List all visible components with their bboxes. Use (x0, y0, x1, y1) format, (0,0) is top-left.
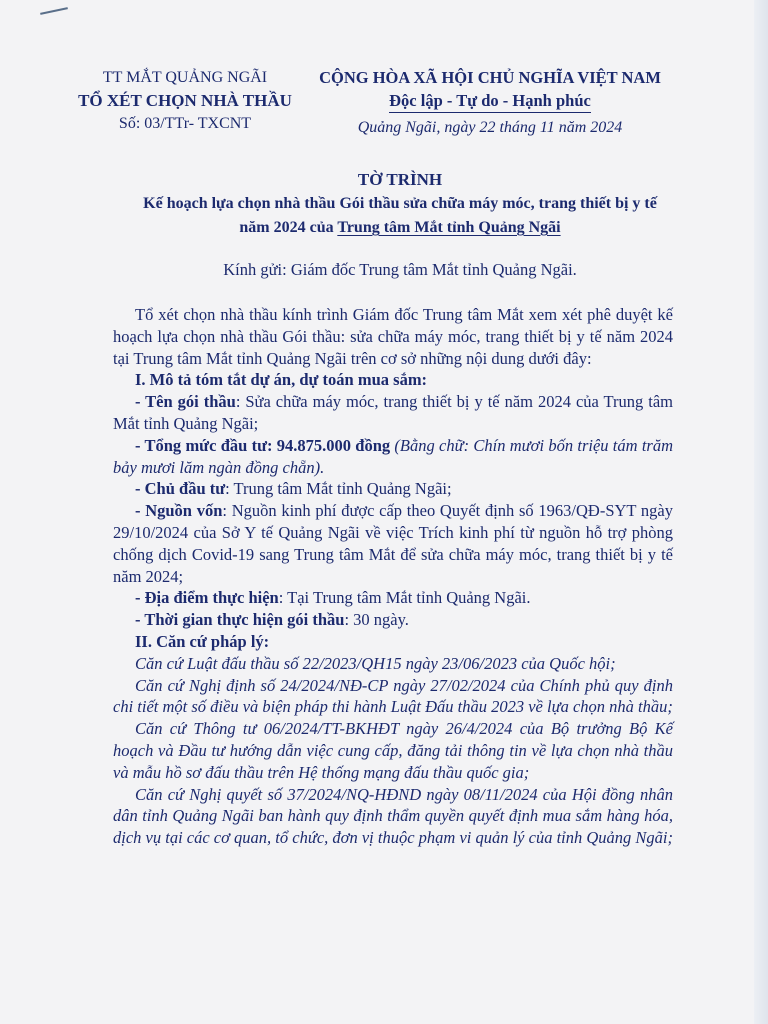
duration-label: - Thời gian thực hiện gói thầu (135, 610, 345, 630)
intro-paragraph: Tổ xét chọn nhà thầu kính trình Giám đốc Trung tâm Mắt xem xét phê duyệt kế hoạch lựa chọn nhà thầu Gói thầu: sửa chữa máy móc, trang thiết bị y tế năm 2024 tại Trung tâm Mắt tỉnh Quảng Ngãi trên cơ sở những nội dung dưới đây: (113, 305, 673, 368)
national-title: CỘNG HÒA XÃ HỘI CHỦ NGHĨA VIỆT NAM (319, 68, 661, 87)
subject-line-1: Kế hoạch lựa chọn nhà thầu Gói thầu sửa chữa máy móc, trang thiết bị y tế (143, 195, 657, 212)
issuer-header (60, 66, 310, 136)
legal-basis-1: Căn cứ Luật đấu thầu số 22/2023/QH15 ngày 23/06/2023 của Quốc hội; (135, 653, 616, 673)
location-value: : Tại Trung tâm Mắt tỉnh Quảng Ngãi. (278, 588, 531, 608)
location-label: - Địa điểm thực hiện (135, 588, 279, 608)
legal-basis-2: Căn cứ Nghị định số 24/2024/NĐ-CP ngày 27/02/2024 của Chính phủ quy định chi tiết một số điều và biện pháp thi hành Luật Đấu thầu 2023 về lựa chọn nhà thầu; (113, 675, 673, 717)
place-and-date: Quảng Ngãi, ngày 22 tháng 11 năm 2024 (357, 119, 623, 136)
owner-value: : Trung tâm Mắt tỉnh Quảng Ngãi; (225, 479, 452, 499)
section-2-heading: II. Căn cứ pháp lý: (135, 631, 270, 651)
package-name-label: - Tên gói thầu (135, 392, 236, 412)
location-item (113, 587, 673, 609)
package-name-value: : Sửa chữa máy móc, trang thiết bị y tế năm 2024 của Trung tâm Mắt tỉnh Quảng Ngãi; (113, 392, 673, 433)
investment-label: - Tổng mức đầu tư: 94.875.000 đồng (135, 435, 391, 455)
fund-source-label: - Nguồn vốn (135, 501, 223, 521)
national-motto: Độc lập - Tự do - Hạnh phúc (389, 89, 591, 113)
duration-item (113, 609, 673, 631)
parent-organization: TT MẮT QUẢNG NGÃI (102, 69, 268, 86)
fund-source-item (113, 500, 673, 587)
document-title (80, 168, 720, 240)
investment-in-words: (Bằng chữ: Chín mươi bốn triệu tám trăm bảy mươi lăm ngàn đồng chẵn). (113, 435, 674, 477)
subject-line-2a: năm 2024 của (239, 219, 338, 236)
recipient-line: Kính gửi: Giám đốc Trung tâm Mắt tỉnh Quảng Ngãi. (223, 260, 577, 279)
package-name-item (113, 391, 673, 435)
document-number: Số: 03/TTr- TXCNT (118, 115, 252, 132)
investment-item (113, 435, 673, 479)
owner-item (113, 478, 673, 500)
document-body (113, 304, 673, 849)
document-subject (80, 192, 720, 240)
legal-basis-4: Căn cứ Nghị quyết số 37/2024/NQ-HĐND ngày 08/11/2024 của Hội đồng nhân dân tỉnh Quảng Ngãi ban hành quy định thẩm quyền quyết định mua sắm hàng hóa, dịch vụ tại các cơ quan, tổ chức, đơn vị thuộc phạm vi quản lý của tỉnh Quảng Ngãi; (113, 784, 674, 848)
duration-value: : 30 ngày. (344, 610, 409, 630)
document-type: TỜ TRÌNH (357, 170, 443, 189)
scan-edge (754, 0, 768, 1024)
fund-source-value: : Nguồn kinh phí được cấp theo Quyết định số 1963/QĐ-SYT ngày 29/10/2024 của Sở Y tế Quảng Ngãi về việc Trích kinh phí từ nguồn hỗ trợ phòng chống dịch Covid-19 sang Trung tâm Mắt để sửa chữa máy móc, trang thiết bị y tế năm 2024; (113, 501, 673, 586)
owner-label: - Chủ đầu tư (135, 479, 226, 499)
section-1-heading: I. Mô tả tóm tắt dự án, dự toán mua sắm: (135, 370, 428, 390)
national-header (300, 66, 680, 141)
issuing-unit: TỔ XÉT CHỌN NHÀ THẦU (78, 91, 292, 110)
scan-mark (40, 7, 68, 15)
legal-basis-3: Căn cứ Thông tư 06/2024/TT-BKHĐT ngày 26/4/2024 của Bộ trưởng Bộ Kế hoạch và Đầu tư hướng dẫn việc cung cấp, đăng tải thông tin về lựa chọn nhà thầu và mẫu hồ sơ đấu thầu trên Hệ thống mạng đấu thầu quốc gia; (113, 719, 673, 782)
subject-line-2b: Trung tâm Mắt tỉnh Quảng Ngãi (337, 219, 561, 236)
